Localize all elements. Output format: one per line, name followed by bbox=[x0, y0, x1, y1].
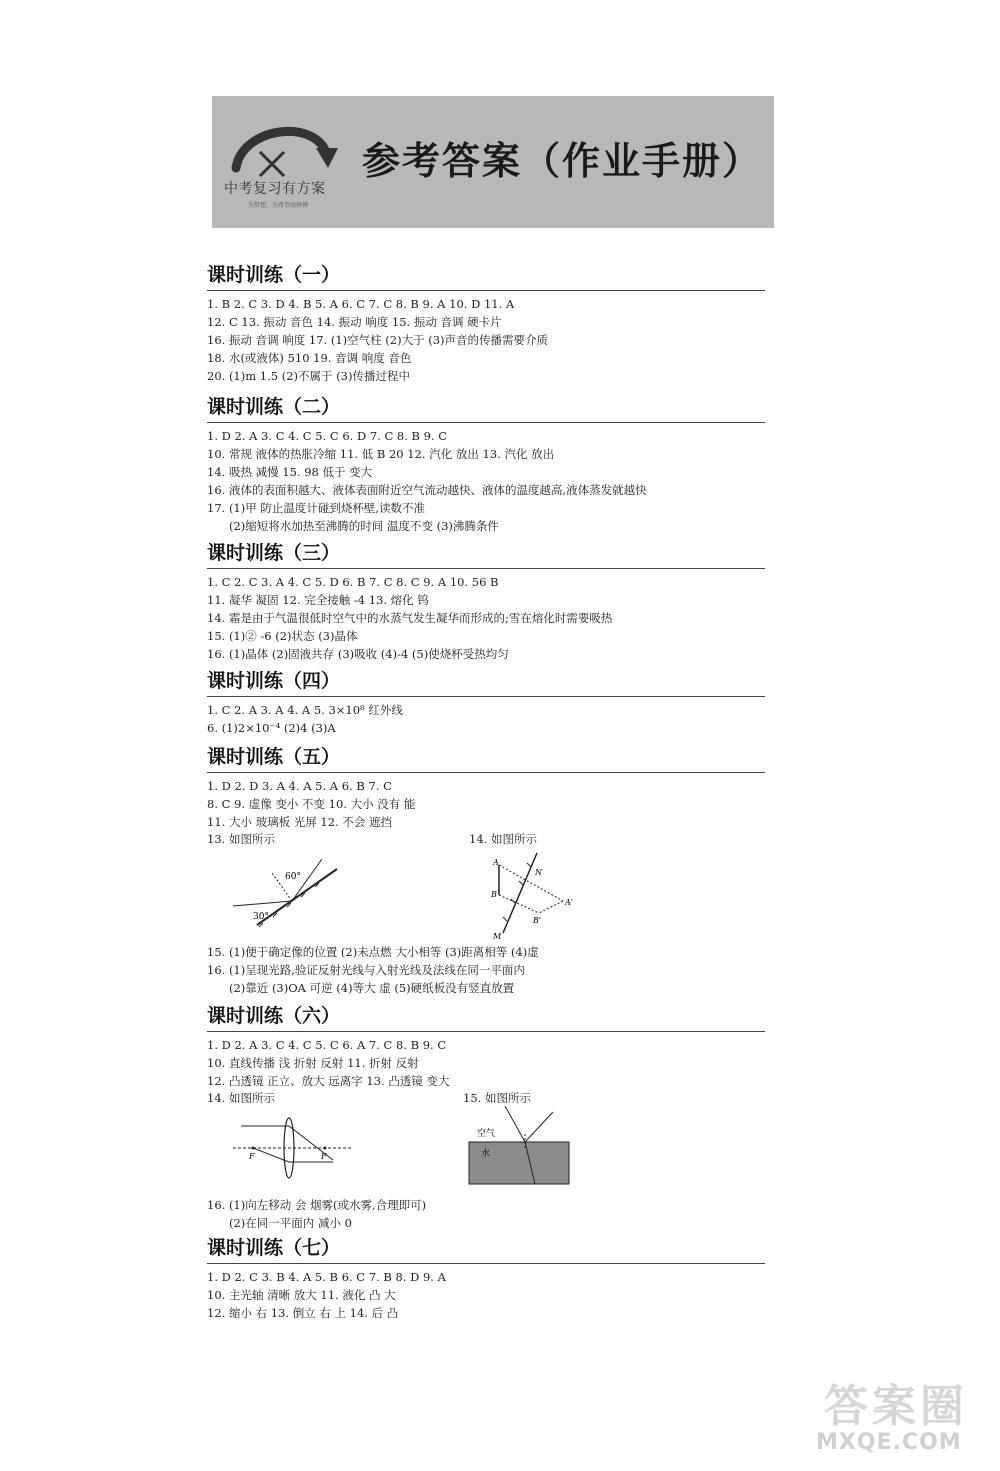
answer-line: 1. C 2. A 3. A 4. A 5. 3×10⁸ 红外线 bbox=[207, 703, 403, 717]
answer-line: 16. (1)向左移动 会 烟雾(或水雾,合理即可) bbox=[207, 1198, 427, 1212]
answer-line: 1. D 2. C 3. B 4. A 5. B 6. C 7. B 8. D 9. A bbox=[207, 1270, 446, 1284]
answer-line: 1. B 2. C 3. D 4. B 5. A 6. C 7. C 8. B 9. A 10. D 11. A bbox=[207, 297, 515, 311]
answer-line: 10. 常规 液体的热胀冷缩 11. 低 B 20 12. 汽化 放出 13. 汽化 放出 bbox=[207, 447, 555, 461]
answer-line: 1. D 2. A 3. C 4. C 5. C 6. A 7. C 8. B 9. C bbox=[207, 1038, 447, 1052]
section-title: 课时训练（五） bbox=[207, 746, 341, 768]
figure-label: 14. 如图所示 bbox=[469, 832, 537, 846]
logo-text: 中考复习有方案 bbox=[224, 181, 326, 197]
answer-line: (2)缩短将水加热至沸腾的时间 温度不变 (3)沸腾条件 bbox=[229, 519, 499, 533]
answer-line: 1. C 2. C 3. A 4. C 5. D 6. B 7. C 8. C 9. A 10. 56 B bbox=[207, 575, 499, 589]
section-title: 课时训练（四） bbox=[207, 670, 341, 692]
section-2 bbox=[207, 394, 765, 535]
point-label: M bbox=[493, 932, 502, 941]
section-title: 课时训练（二） bbox=[207, 396, 341, 418]
refraction-diagram bbox=[465, 1106, 575, 1188]
figure-row bbox=[207, 1090, 765, 1196]
point-label: B bbox=[491, 890, 497, 899]
watermark-logo-text: 答案圈 bbox=[824, 1381, 968, 1432]
answer-line: 14. 霜是由于气温很低时空气中的水蒸气发生凝华而形成的;雪在熔化时需要吸热 bbox=[207, 611, 613, 625]
angle-label: 30° bbox=[253, 912, 269, 922]
medium-label: 水 bbox=[481, 1149, 491, 1159]
answer-line: 17. (1)甲 防止温度计碰到烧杯壁,读数不准 bbox=[207, 501, 426, 515]
site-watermark bbox=[808, 1370, 988, 1460]
section-5 bbox=[207, 744, 765, 997]
answer-line: 10. 主光轴 清晰 放大 11. 液化 凸 大 bbox=[207, 1288, 396, 1302]
section-4 bbox=[207, 668, 765, 737]
figure-row bbox=[207, 831, 765, 943]
answer-line: 14. 吸热 减慢 15. 98 低于 变大 bbox=[207, 465, 373, 479]
answer-line: 18. 水(或液体) 510 19. 音调 响度 音色 bbox=[207, 351, 412, 365]
answer-line: 16. (1)晶体 (2)固液共存 (3)吸收 (4)-4 (5)使烧杯受热均匀 bbox=[207, 647, 509, 661]
point-label: N bbox=[535, 868, 542, 877]
page-title: 参考答案（作业手册） bbox=[362, 139, 763, 183]
answer-line: 16. 振动 音调 响度 17. (1)空气柱 (2)大于 (3)声音的传播需要介质 bbox=[207, 333, 549, 347]
answer-line: (2)靠近 (3)OA 可逆 (4)等大 虚 (5)硬纸板没有竖直放置 bbox=[229, 981, 515, 995]
answer-line: 1. D 2. A 3. C 4. C 5. C 6. D 7. C 8. B 9. C bbox=[207, 429, 448, 443]
answer-line: 12. C 13. 振动 音色 14. 振动 响度 15. 振动 音调 硬卡片 bbox=[207, 315, 502, 329]
answer-line: 15. (1)② -6 (2)状态 (3)晶体 bbox=[207, 629, 358, 643]
medium-label: 空气 bbox=[477, 1129, 496, 1139]
point-label: A bbox=[493, 858, 499, 867]
section-divider bbox=[207, 1031, 765, 1032]
section-divider bbox=[207, 696, 765, 697]
section-6 bbox=[207, 1003, 765, 1232]
section-divider bbox=[207, 772, 765, 773]
answer-line: 15. (1)便于确定像的位置 (2)未点燃 大小相等 (3)距离相等 (4)虚 bbox=[207, 945, 539, 959]
section-divider bbox=[207, 422, 765, 423]
section-7 bbox=[207, 1235, 765, 1322]
answer-line: 16. (1)呈现光路,验证反射光线与入射光线及法线在同一平面内 bbox=[207, 963, 525, 977]
reflection-diagram bbox=[227, 849, 347, 929]
figure-label: 15. 如图所示 bbox=[463, 1091, 531, 1105]
convex-lens-diagram bbox=[233, 1112, 353, 1182]
answer-line: (2)在同一平面内 减小 0 bbox=[229, 1216, 352, 1230]
focus-label: F bbox=[321, 1152, 327, 1161]
answer-line: 20. (1)m 1.5 (2)不属于 (3)传播过程中 bbox=[207, 369, 410, 383]
watermark-url: MXQE.COM bbox=[816, 1430, 962, 1455]
answer-line: 16. 液体的表面积越大、液体表面附近空气流动越快、液体的温度越高,液体蒸发就越快 bbox=[207, 483, 647, 497]
title-banner bbox=[212, 96, 774, 228]
logo-slogan: 为梦想、为希望而拼搏 bbox=[248, 202, 309, 209]
angle-label: 60° bbox=[285, 872, 301, 882]
point-label: A' bbox=[565, 898, 573, 907]
answer-line: 10. 直线传播 浅 折射 反射 11. 折射 反射 bbox=[207, 1056, 419, 1070]
answer-line: 8. C 9. 虚像 变小 不变 10. 大小 没有 能 bbox=[207, 797, 416, 811]
logo bbox=[212, 96, 342, 228]
arrow-x-logo-icon bbox=[222, 118, 342, 180]
section-title: 课时训练（七） bbox=[207, 1237, 341, 1259]
answer-line: 11. 大小 玻璃板 光屏 12. 不会 遮挡 bbox=[207, 815, 393, 829]
section-divider bbox=[207, 290, 765, 291]
figure-label: 14. 如图所示 bbox=[207, 1091, 275, 1105]
section-title: 课时训练（三） bbox=[207, 542, 341, 564]
answer-line: 1. D 2. D 3. A 4. A 5. A 6. B 7. C bbox=[207, 779, 392, 793]
answer-line: 12. 凸透镜 正立、放大 远离字 13. 凸透镜 变大 bbox=[207, 1074, 450, 1088]
answer-line: 6. (1)2×10⁻⁴ (2)4 (3)A bbox=[207, 721, 336, 735]
answer-line: 12. 缩小 右 13. 倒立 右 上 14. 后 凸 bbox=[207, 1306, 399, 1320]
mirror-image-diagram bbox=[477, 845, 587, 941]
focus-label: F bbox=[249, 1152, 255, 1161]
section-divider bbox=[207, 568, 765, 569]
section-divider bbox=[207, 1263, 765, 1264]
figure-label: 13. 如图所示 bbox=[207, 832, 275, 846]
section-1 bbox=[207, 262, 765, 385]
point-label: B' bbox=[533, 916, 542, 925]
section-3 bbox=[207, 540, 765, 663]
section-title: 课时训练（一） bbox=[207, 264, 341, 286]
answer-line: 11. 凝华 凝固 12. 完全接触 -4 13. 熔化 钨 bbox=[207, 593, 429, 607]
section-title: 课时训练（六） bbox=[207, 1005, 341, 1027]
